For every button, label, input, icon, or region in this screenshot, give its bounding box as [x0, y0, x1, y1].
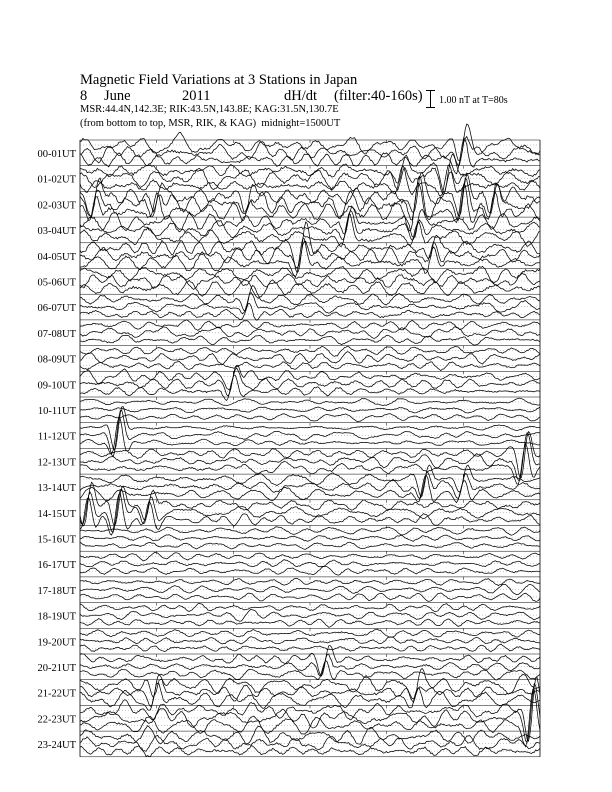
- trace-rik: [80, 675, 540, 707]
- hour-label: 19-20UT: [37, 637, 76, 649]
- station-coordinates: MSR:44.4N,142.3E; RIK:43.5N,143.8E; KAG:31.5N,130.7E: [80, 104, 339, 115]
- hour-label: 15-16UT: [37, 534, 76, 546]
- hour-label: 13-14UT: [37, 483, 76, 495]
- hour-label: 12-13UT: [37, 457, 76, 469]
- hour-label: 03-04UT: [37, 226, 76, 238]
- date-year: 2011: [182, 88, 211, 104]
- filter-label: (filter:40-160s): [334, 88, 423, 104]
- trace-msr: [80, 542, 540, 549]
- trace-kag: [80, 465, 540, 497]
- hour-label: 06-07UT: [37, 303, 76, 315]
- hour-label: 18-19UT: [37, 611, 76, 623]
- hour-label: 09-10UT: [37, 380, 76, 392]
- trace-rik: [80, 535, 540, 542]
- hour-label: 00-01UT: [37, 149, 76, 160]
- trace-kag: [80, 646, 540, 677]
- hour-label: 23-24UT: [37, 740, 76, 752]
- trace-rik: [80, 211, 540, 241]
- trace-kag: [80, 365, 540, 390]
- trace-msr: [80, 644, 540, 652]
- hour-label: 14-15UT: [37, 508, 76, 520]
- hour-label: 04-05UT: [37, 251, 76, 263]
- hour-label: 11-12UT: [37, 431, 76, 443]
- trace-msr: [80, 593, 540, 602]
- trace-rik: [80, 560, 540, 567]
- trace-msr: [80, 361, 540, 370]
- chart-title: Magnetic Field Variations at 3 Stations in Japan: [80, 72, 358, 88]
- hour-label: 10-11UT: [37, 406, 76, 417]
- trace-msr: [80, 619, 540, 628]
- order-note: (from bottom to top, MSR, RIK, & KAG): [80, 118, 257, 129]
- trace-msr: [80, 335, 540, 345]
- scale-label: 1.00 nT at T=80s: [439, 95, 508, 106]
- trace-rik: [80, 407, 540, 413]
- hour-label: 07-08UT: [37, 328, 76, 340]
- hour-label: 16-17UT: [37, 560, 76, 572]
- trace-msr: [80, 414, 540, 422]
- trace-msr: [80, 567, 540, 576]
- hour-label: 01-02UT: [37, 174, 76, 186]
- hour-label: 05-06UT: [37, 277, 76, 289]
- hour-label: 08-09UT: [37, 354, 76, 366]
- hour-label: 02-03UT: [37, 200, 76, 212]
- trace-kag: [80, 726, 540, 744]
- midnight-note: midnight=1500UT: [261, 118, 341, 129]
- hour-label: 21-22UT: [37, 688, 76, 700]
- quantity-label: dH/dt: [284, 88, 318, 104]
- trace-rik: [80, 637, 540, 644]
- trace-msr: [80, 165, 540, 196]
- hour-label: 17-18UT: [37, 585, 76, 597]
- hour-label: 20-21UT: [37, 663, 76, 674]
- hour-label: 22-23UT: [37, 714, 76, 726]
- date-day: 8: [80, 88, 88, 104]
- trace-kag: [80, 407, 540, 451]
- date-month: June: [104, 88, 131, 104]
